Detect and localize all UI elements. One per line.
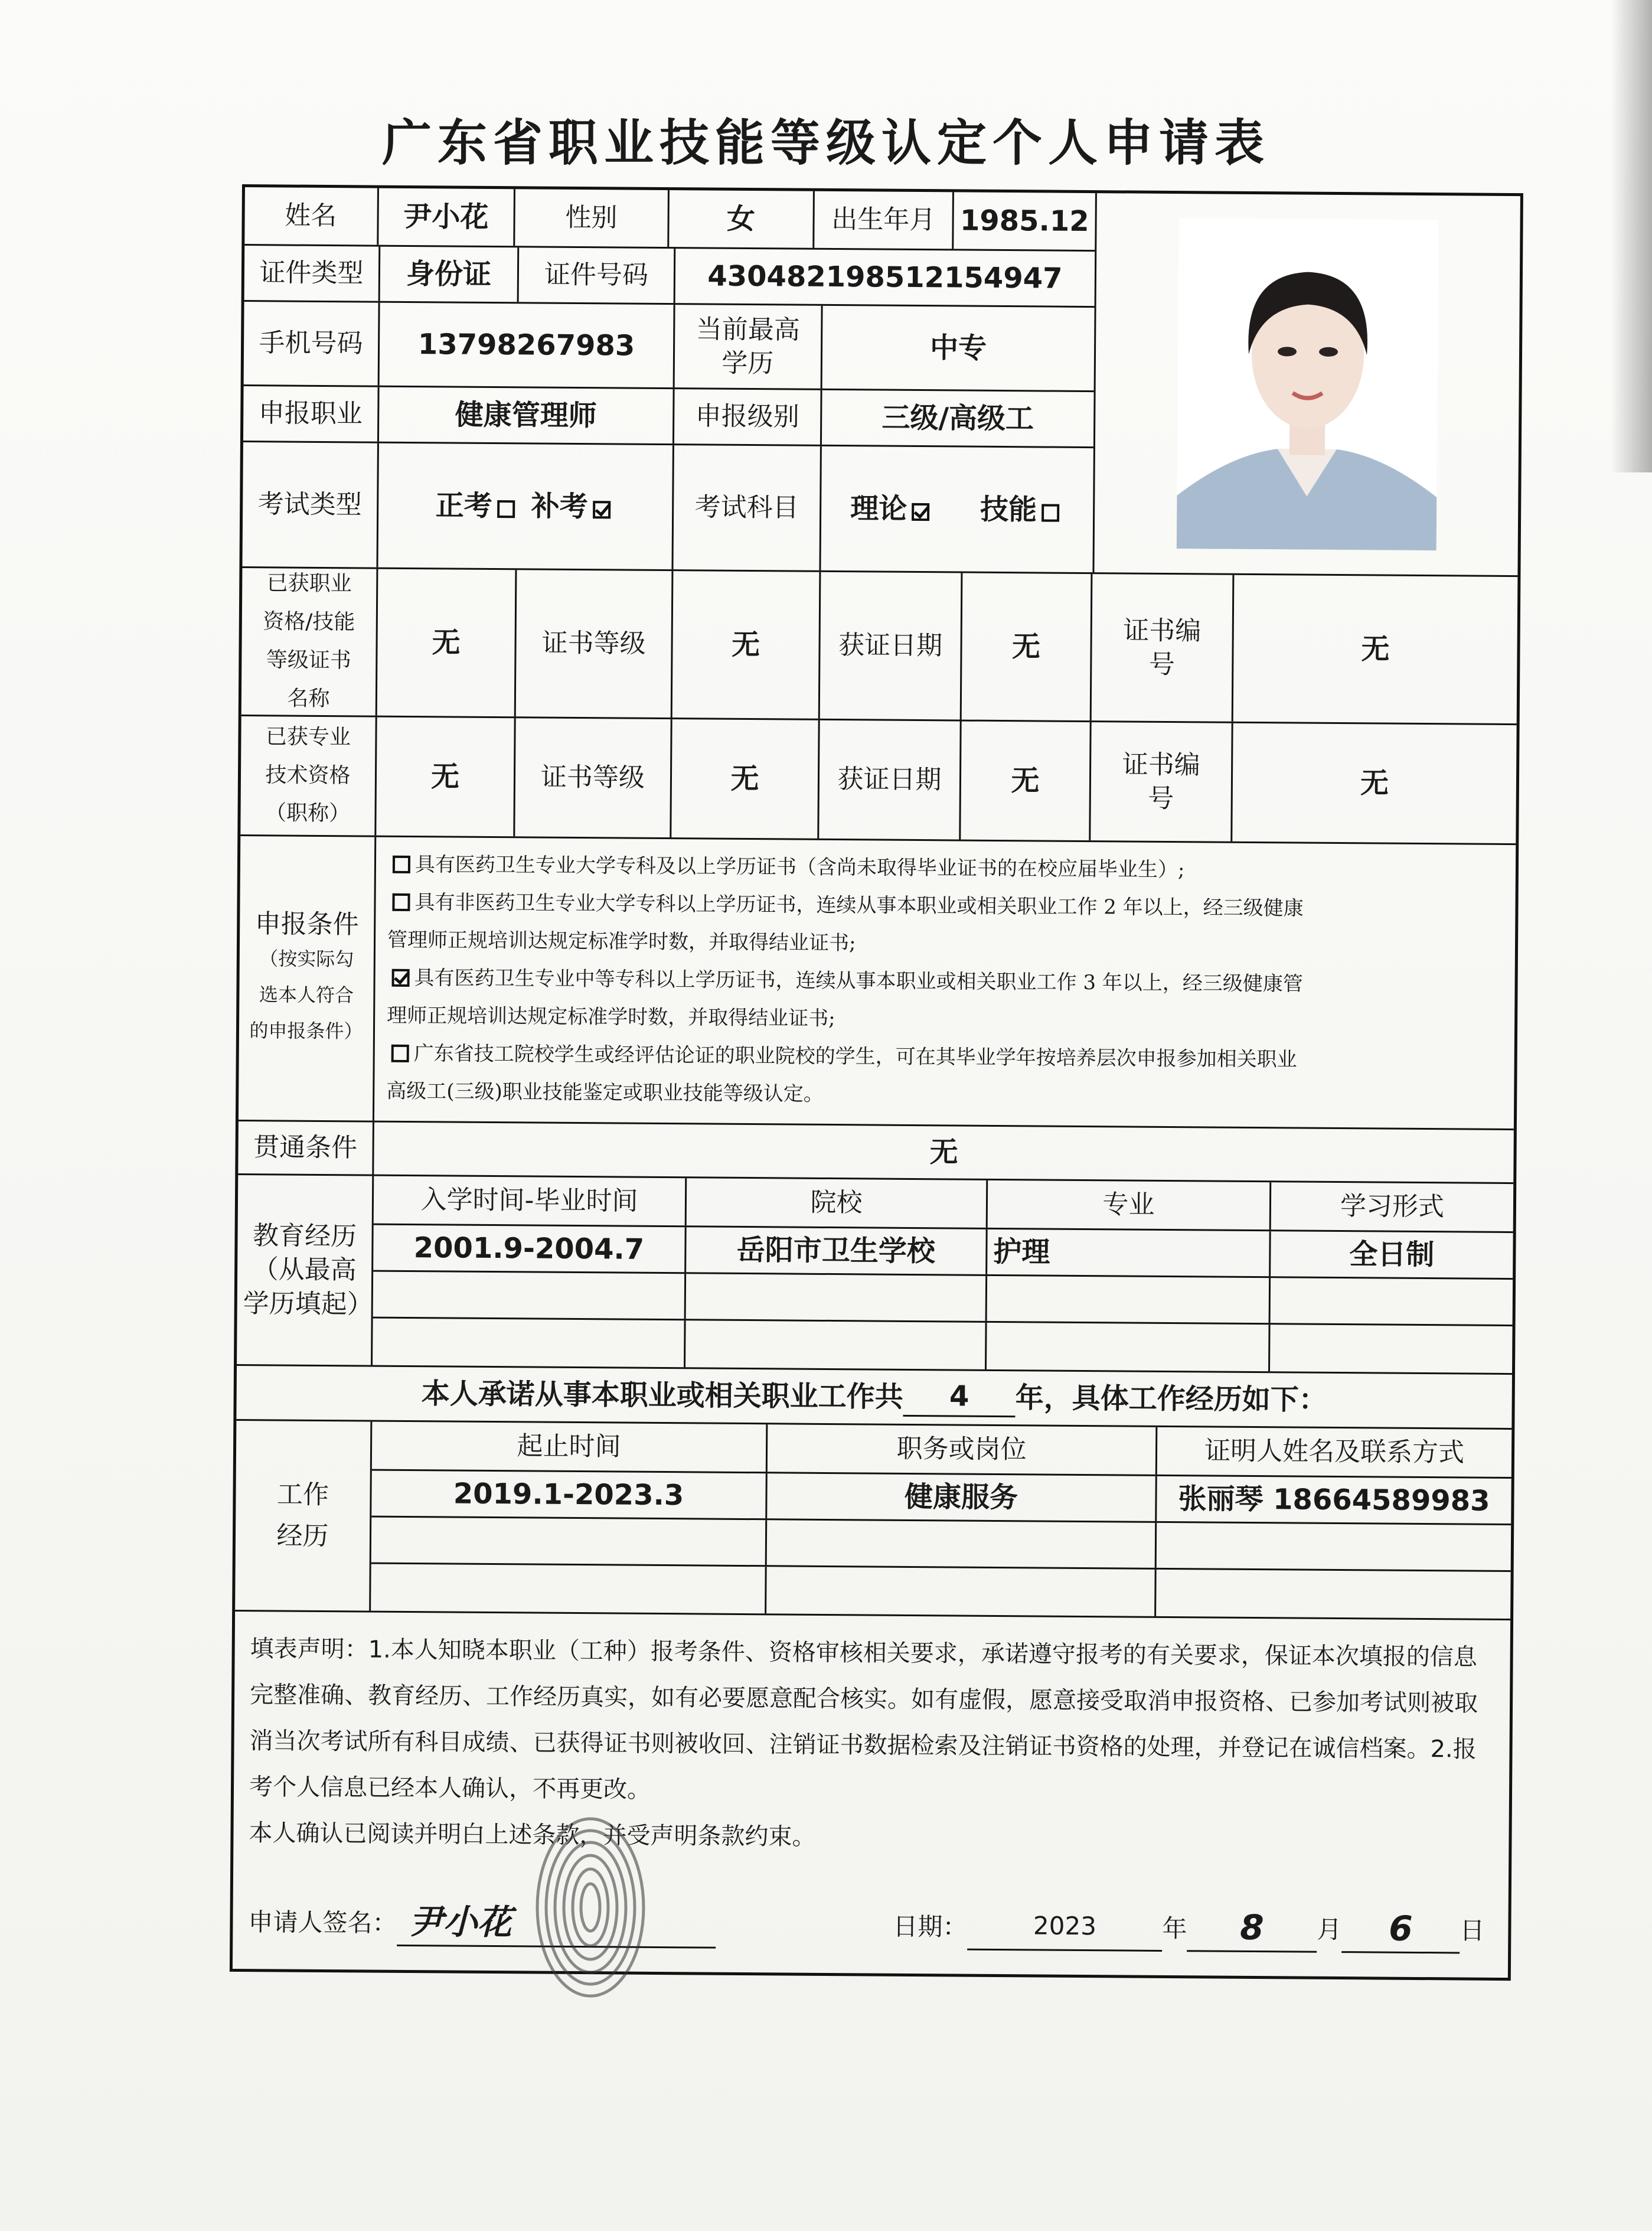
professional-cert-level: 无 — [671, 719, 820, 839]
name-label: 姓名 — [244, 187, 378, 245]
work-empty-row — [371, 1518, 1511, 1572]
exam-type-label: 考试类型 — [242, 442, 378, 567]
applicant-photo — [1176, 218, 1438, 550]
checkbox-skill[interactable] — [1042, 504, 1059, 521]
page-title: 广东省职业技能等级认定个人申请表 — [381, 114, 1270, 172]
work-table — [371, 1422, 1511, 1619]
education-label: 教育经历 （从最高 学历填起） — [237, 1175, 374, 1365]
vocational-cert-no: 无 — [1361, 632, 1390, 666]
vocational-cert-date: 无 — [962, 573, 1093, 721]
professional-cert-name: 无 — [376, 717, 515, 837]
work-header-reference: 证明人姓名及联系方式 — [1204, 1436, 1465, 1468]
vocational-cert-level: 无 — [672, 571, 821, 719]
education-cell — [987, 1323, 1271, 1371]
education-empty-row — [373, 1272, 1513, 1326]
exam-subject-options — [821, 446, 1093, 572]
professional-cert-label: 已获专业 技术资格 （职称） — [240, 716, 377, 836]
condition-checkbox-3[interactable] — [392, 969, 410, 987]
work-header-period: 起止时间 — [372, 1422, 768, 1472]
sign-label: 申请人签名： — [248, 1907, 397, 1938]
gender-value: 女 — [669, 190, 815, 248]
professional-cert-row — [240, 716, 1516, 845]
education-cell — [1271, 1278, 1513, 1325]
gender-label: 性别 — [515, 189, 670, 247]
checkbox-theory[interactable] — [912, 503, 929, 521]
work-empty-row — [371, 1564, 1511, 1619]
declaration-text: 填表声明：1.本人知晓本职业（工种）报考条件、资格审核相关要求，承诺遵守报考的有关要求，保证本次填报的信息完整准确、教育经历、工作经历真实，如有必要愿意配合核实。如有虚假，愿意接受取消申报资格、已参加考试则被取消当次考试所有科目成绩、已获得证书则被收回、注销证书数据检索及注销证书资格的处理，并登记在诚信档案。2.报考个人信息已经本人确认，不再更改。 — [249, 1635, 1478, 1803]
day-unit: 日 — [1460, 1916, 1485, 1945]
condition-checkbox-2[interactable] — [392, 893, 410, 911]
idno-value: 430482198512154947 — [707, 259, 1063, 295]
exam-type-option-regular[interactable]: 正考 — [435, 487, 519, 524]
through-label: 贯通条件 — [238, 1121, 374, 1175]
basic-info-fields — [242, 187, 1096, 572]
education-header-school: 院校 — [687, 1178, 988, 1228]
education-header-major: 专业 — [988, 1180, 1272, 1229]
exam-subject-label: 考试科目 — [673, 445, 821, 570]
vocational-cert-no-label: 证书编 号 — [1092, 574, 1235, 722]
education-header-mode: 学习形式 — [1340, 1191, 1445, 1222]
work-cell — [1156, 1570, 1511, 1619]
birth-value: 1985.12 — [959, 204, 1089, 238]
exam-type-option-makeup[interactable]: 补考 — [531, 488, 615, 525]
edu-label-line1: 当前最高 — [696, 314, 800, 345]
conditions-label: 申报条件 — [254, 909, 359, 940]
work-header-position: 职务或岗位 — [768, 1424, 1158, 1475]
education-major: 护理 — [987, 1229, 1271, 1276]
vocational-cert-row — [241, 568, 1518, 725]
education-cell — [685, 1320, 987, 1369]
through-row — [238, 1121, 1514, 1184]
work-reference: 张丽琴 18664589983 — [1178, 1482, 1490, 1518]
work-cell — [1157, 1523, 1511, 1570]
education-cell — [987, 1276, 1271, 1323]
edu-label — [675, 305, 823, 389]
applicant-signature: 尹小花 — [397, 1899, 716, 1949]
professional-cert-date-label: 获证日期 — [819, 720, 961, 840]
signature-line — [248, 1897, 1493, 1954]
work-cell — [371, 1518, 768, 1565]
date-day: 6 — [1341, 1905, 1460, 1953]
vocational-cert-level-label: 证书等级 — [516, 570, 674, 717]
education-row — [237, 1175, 1513, 1375]
year-unit: 年 — [1162, 1913, 1187, 1943]
commitment-text: 本人承诺从事本职业或相关职业工作共 4 年，具体工作经历如下： — [421, 1377, 1327, 1417]
education-period: 2001.9-2004.7 — [373, 1225, 687, 1273]
education-school: 岳阳市卫生学校 — [686, 1227, 988, 1274]
commitment-row — [236, 1366, 1512, 1430]
through-value: 无 — [929, 1135, 958, 1169]
work-row — [235, 1421, 1511, 1620]
work-period: 2019.1-2023.3 — [371, 1471, 768, 1519]
education-mode: 全日制 — [1349, 1237, 1435, 1271]
checkbox-makeup[interactable] — [593, 501, 610, 518]
education-cell — [1270, 1325, 1513, 1373]
condition-checkbox-1[interactable] — [393, 856, 410, 873]
checkbox-regular[interactable] — [497, 500, 515, 518]
idtype-label: 证件类型 — [244, 246, 381, 301]
occupation-value: 健康管理师 — [379, 387, 675, 443]
birth-label: 出生年月 — [814, 191, 954, 249]
conditions-list — [374, 837, 1516, 1128]
conditions-row — [239, 836, 1516, 1130]
basic-info-block — [242, 187, 1520, 577]
work-cell — [767, 1520, 1157, 1568]
vocational-cert-date-label: 获证日期 — [820, 572, 963, 720]
exam-subject-option-skill[interactable]: 技能 — [980, 491, 1064, 529]
application-form — [230, 184, 1523, 1981]
edu-value: 中专 — [929, 331, 987, 365]
scan-shadow — [1611, 0, 1652, 472]
month-unit: 月 — [1317, 1914, 1342, 1945]
condition-checkbox-4[interactable] — [391, 1045, 409, 1062]
education-cell — [686, 1274, 988, 1321]
occupation-label: 申报职业 — [243, 386, 380, 442]
education-header-row — [374, 1176, 1514, 1233]
education-header-period: 入学时间-毕业时间 — [374, 1176, 687, 1226]
phone-label: 手机号码 — [244, 302, 380, 386]
level-value: 三级/高级工 — [881, 401, 1034, 436]
date-month: 8 — [1187, 1904, 1317, 1953]
education-data-row — [373, 1225, 1513, 1280]
education-table — [373, 1176, 1513, 1373]
work-cell — [766, 1567, 1157, 1616]
professional-cert-no: 无 — [1360, 767, 1389, 800]
idtype-value: 身份证 — [380, 247, 520, 302]
declaration-confirm: 本人确认已阅读并明白上述条款，并受声明条款约束。 — [249, 1819, 816, 1851]
idno-label: 证件号码 — [519, 247, 676, 303]
education-cell — [373, 1319, 686, 1368]
work-data-row — [371, 1471, 1511, 1525]
vocational-cert-name: 无 — [377, 569, 517, 717]
edu-label-line2: 学历 — [721, 348, 774, 379]
exam-subject-option-theory[interactable]: 理论 — [850, 490, 934, 527]
phone-value: 13798267983 — [380, 303, 675, 387]
commitment-years: 4 — [903, 1378, 1015, 1417]
work-cell — [371, 1564, 767, 1614]
condition-item-1: 具有医药卫生专业大学专科及以上学历证书（含尚未取得毕业证书的在校应届毕业生）; — [388, 846, 1185, 889]
professional-cert-level-label: 证书等级 — [515, 718, 672, 837]
work-label: 工作 经历 — [235, 1421, 372, 1611]
education-empty-row — [373, 1319, 1513, 1373]
level-label: 申报级别 — [674, 389, 822, 445]
vocational-cert-label: 已获职业 资格/技能 等级证书 名称 — [241, 568, 378, 716]
date-year: 2023 — [967, 1903, 1163, 1952]
education-cell — [373, 1272, 687, 1319]
declaration-block — [233, 1612, 1510, 1978]
exam-type-options — [378, 443, 674, 569]
condition-item-4: 广东省技工院校学生或经评估论证的职业院校的学生，可在其毕业学年按培养层次申报参加相关职业 高级工(三级)职业技能鉴定或职业技能等级认定。 — [386, 1042, 1297, 1106]
date-label: 日期： — [893, 1912, 968, 1942]
condition-item-3: 具有医药卫生专业中等专科以上学历证书，连续从事本职业或相关职业工作 3 年以上，经三级健康管 理师正规培训达规定标准学时数，并取得结业证书; — [387, 966, 1303, 1031]
conditions-label-cell: 申报条件 （按实际勾 选本人符合 的申报条件） — [239, 836, 376, 1121]
name-value: 尹小花 — [378, 188, 515, 246]
work-position: 健康服务 — [767, 1473, 1157, 1521]
condition-item-2: 具有非医药卫生专业大学专科以上学历证书，连续从事本职业或相关职业工作 2 年以上，经三级健康 管理师正规培训达规定标准学时数，并取得结业证书; — [387, 891, 1304, 955]
professional-cert-date: 无 — [961, 722, 1091, 841]
photo-cell — [1094, 193, 1520, 575]
work-header-row — [372, 1422, 1512, 1479]
professional-cert-no-label: 证书编 号 — [1091, 722, 1233, 841]
fingerprint-stamp — [531, 1813, 649, 2002]
